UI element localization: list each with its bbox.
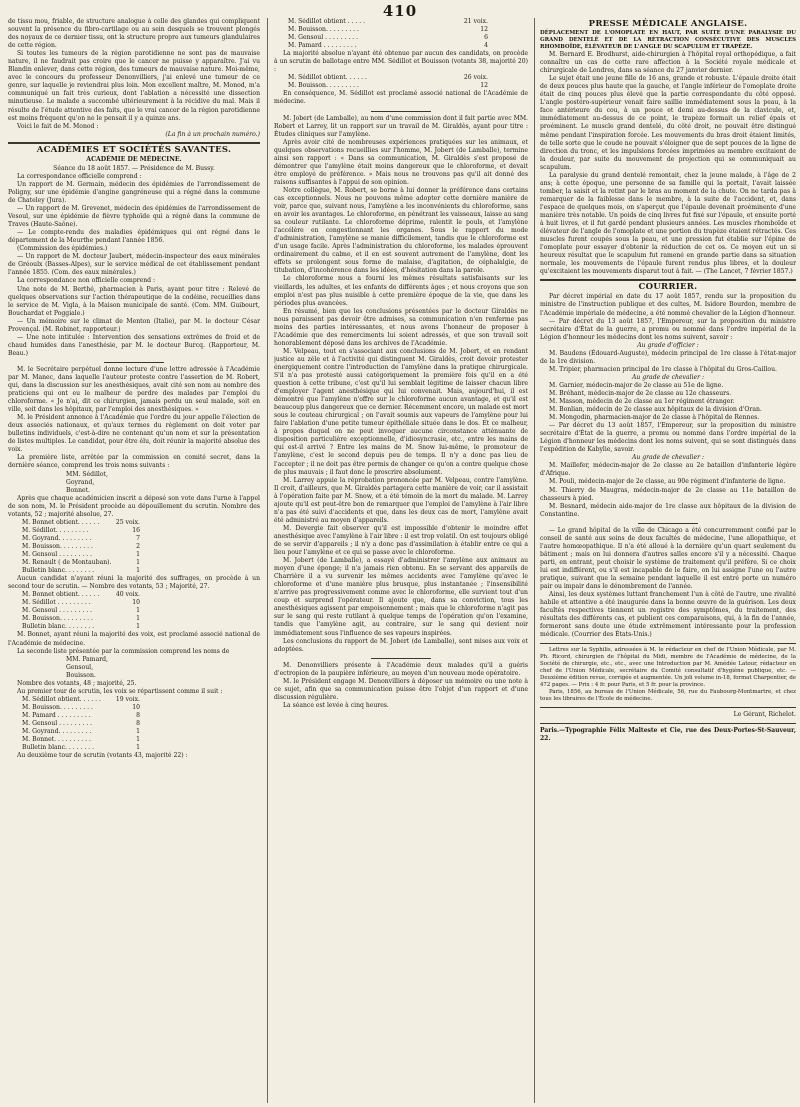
candidate-list-item: Gensoul,	[66, 663, 94, 671]
candidate-name: M. Bonnet obtient. . . . . .	[22, 591, 100, 599]
paragraph: La première liste, arrêtée par la commission en comité secret, dans la dernière séance, comprend les trois noms suivants :	[8, 454, 260, 470]
paragraph: La correspondance officielle comprend :	[17, 172, 142, 180]
separator	[540, 643, 796, 644]
vote-row	[274, 18, 528, 26]
vote-count: 1	[136, 615, 140, 623]
vote-count: 8	[136, 711, 140, 719]
section-title: PRESSE MÉDICALE ANGLAISE.	[588, 19, 748, 29]
candidate-name: M. Gensoul . . . . . . . . .	[22, 551, 93, 558]
section-rule	[540, 279, 796, 281]
paragraph: — Un mémoire sur le climat de Menton (Italie), par M. le docteur César Provençal. (M. Robinet, rapporteur.)	[8, 317, 260, 333]
paragraph: En conséquence, M. Sédillot est proclamé associé national de l'Académie de médecine.	[274, 90, 528, 106]
paragraph: Un rapport de M. Germain, médecin des épidémies de l'arrondissement de Poligny, sur une épidémie d'angine gangréneuse qui a régné dans la commune de Chateley (Jura).	[8, 180, 260, 204]
paragraph: M. Velpeau, tout en s'associant aux conclusions de M. Jobert, et en rendant justice au zèle et à l'activité qui distinguent M. Giraldès, croit devoir protester énergiquement contre l'introduction de l'amylène dans la pratique chirurgicale. S'il n'a pas protesté aussi catégoriquement la première fois qu'il en a été question à cette tribune, c'est qu'il lui semblait légitime de laisser chacun libre d'employer l'agent anesthésique qui lui convenait. Mais, aujourd'hui, il est démontré que l'amylène n'offre sur le chloroforme aucun avantage, et qu'il est beaucoup plus dangereux que ce dernier. Récemment encore, un malade est mort sous le couteau chirurgical ; on l'avait soumis aux vapeurs de l'amylène pour lui faire l'ablation d'une petite tumeur épithéliale située dans le dos. Et ce malheur, à propos duquel on ne peut invoquer aucune circonstance atténuante de disposition particulière exceptionnelle, d'idiosyncrasie, etc., entre les mains de qui est-il arrivé ? Entre les mains de M. Snow lui-même, le promoteur de l'amylène, c'est le second depuis peu de temps. Il n'y a donc pas lieu de l'accepter ; il ne doit pas être permis de changer ce qu'on a contre quelque chose de plus mauvais ; il faut donc le proscrire absolument.	[274, 347, 528, 476]
candidate-name: M. Gensoul . . . . . . . . .	[22, 719, 93, 727]
paragraph: M. Pouli, médecin-major de 2e classe, au 90e régiment d'infanterie de ligne.	[549, 478, 786, 486]
column-middle	[274, 18, 528, 1100]
candidate-name: M. Bouisson. . . . . . . . .	[22, 615, 93, 623]
paragraph: (Commission des épidémies.)	[17, 245, 108, 253]
vote-row	[8, 744, 260, 752]
paragraph: En résumé, bien que les conclusions présentées par le docteur Giraldès ne nous paraissent pas devoir être admises, sa communication n'en renferme pas moins des parties intéressantes, et nous avons l'honneur de proposer à l'Académie que des remerciments lui soient adressés, et que son travail soit honorablement déposé dans les archives de l'Académie.	[274, 307, 528, 347]
vote-count: 1	[136, 623, 140, 631]
candidate-name: M. Pamard . . . . . . . . .	[288, 42, 357, 50]
paragraph: M. Baudens (Édouard-Auguste), médecin principal de 1re classe à l'état-major de la 1re division.	[540, 349, 796, 365]
vote-row	[8, 551, 260, 559]
paragraph: M. Maillefer, médecin-major de 2e classe au 2e bataillon d'infanterie légère d'Afrique.	[540, 462, 796, 478]
courrier-title: COURRIER.	[638, 282, 698, 293]
paragraph: M. Masson, médecin de 2e classe au 1er régiment étranger.	[549, 398, 735, 406]
candidate-name: M. Sédillot. . . . . . . . .	[22, 526, 89, 534]
vote-row	[8, 615, 260, 623]
vote-count: 4	[484, 42, 488, 50]
vote-row	[8, 535, 260, 543]
paragraph: La seconde liste présentée par la commission comprend les noms de	[17, 647, 230, 655]
rank-heading: Au grade de chevalier :	[631, 373, 705, 381]
candidate-list-item: MM. Sédillot,	[66, 470, 108, 478]
paragraph: — Le grand hôpital de la ville de Chicago a été concurremment confié par le conseil de santé aux soins de deux facultés de médecine, l'une allopathique, et l'autre homœopathique. Il n'a été alloué à la dernière qu'un quart seulement du bâtiment ; mais on lui donnera d'autres salles encore s'il y a nécessité. Chaque parti, en entrant, peut choisir le système de traitement qu'il préfère. Si ce choix lui est indifférent, ou s'il est incapable de le faire, on lui assigne l'une ou l'autre pratique, suivant que la semaine pendant laquelle il est entré porte un numéro pair ou impair dans le dénombrement de l'année.	[540, 526, 796, 591]
page-number: 410	[382, 2, 418, 20]
vote-row	[274, 74, 528, 82]
vote-count: 10	[132, 599, 140, 607]
vote-row	[8, 599, 260, 607]
paragraph: M. Jobert (de Lamballe), au nom d'une commission dont il fait partie avec MM. Robert et Larrey, lit un rapport sur un travail de M. Giraldès, ayant pour titre : Études cliniques sur l'amylène.	[274, 114, 528, 138]
vote-count: 2	[136, 542, 140, 550]
vote-count: 1	[136, 744, 140, 752]
paragraph: Aucun candidat n'ayant réuni la majorité des suffrages, on procède à un second tour de scrutin. — Nombre des votants, 53 ; Majorité, 27.	[8, 575, 260, 591]
section-title: ACADÉMIES ET SOCIÉTÉS SAVANTES.	[36, 144, 232, 155]
paragraph: M. Garnier, médecin-major de 2e classe au 51e de ligne.	[549, 381, 724, 389]
vote-row	[274, 82, 528, 90]
continued-note: (La fin à un prochain numéro.)	[165, 130, 260, 138]
paragraph: Par décret impérial en date du 17 août 1857, rendu sur la proposition du ministre de l'instruction publique et des cultes, M. Isidore Bourdon, membre de l'Académie impériale de médecine, a été nommé chevalier de la Légion d'honneur.	[540, 293, 796, 317]
session-line: Séance du 18 août 1857. — Présidence de M. Bussy.	[53, 164, 215, 172]
vote-count: 19 voix.	[115, 695, 140, 703]
column-rule-right	[534, 18, 535, 1103]
candidate-name: M. Bonnet obtient. . . . . .	[22, 518, 100, 526]
vote-count: 1	[136, 736, 140, 744]
paragraph: — Une note intitulée : Intervention des sensations extrêmes de froid et de chaud humides dans l'anesthésie, par M. le docteur Burcq. (Rapporteur, M. Beau.)	[8, 333, 260, 357]
rank-heading: Au grade d'officier :	[637, 341, 699, 349]
paragraph: — Le compte-rendu des maladies épidémiques qui ont régné dans le département de la Meurthe pendant l'année 1856.	[8, 229, 260, 245]
vote-row	[8, 559, 260, 567]
paragraph: — Un rapport de M. docteur Jaubert, médecin-inspecteur des eaux minérales de Gréoulx (Basses-Alpes), sur le service médical de cet établissement pendant l'année 1855. (Com. des eaux minérales.)	[8, 253, 260, 277]
paragraph: M. le Président annonce à l'Académie que l'ordre du jour appelle l'élection de deux associés nationaux, et qu'aux termes du règlement on doit voter par bulletins individuels, c'est-à-dire ne contenant qu'un nom et sur la présentation de listes multiples. Le candidat, pour être élu, doit réunir la majorité absolue des voix.	[8, 414, 260, 454]
vote-count: 8	[136, 719, 140, 727]
vote-count: 1	[136, 567, 140, 575]
paragraph: Voici le fait de M. Monod :	[17, 122, 99, 130]
vote-row	[8, 519, 260, 527]
academy-title: ACADÉMIE DE MÉDECINE.	[86, 155, 182, 163]
vote-count: 6	[484, 34, 488, 42]
candidate-name: M. Gensoul . . . . . . . . .	[288, 34, 359, 42]
candidate-list-item: MM. Pamard,	[66, 655, 108, 663]
candidate-name: M. Bouisson. . . . . . . . .	[22, 542, 93, 550]
vote-row	[274, 34, 528, 42]
candidate-name: M. Sédillot . . . . . . . . .	[22, 599, 91, 607]
vote-count: 7	[136, 534, 140, 542]
paragraph: Au premier tour de scrutin, les voix se répartissent comme il suit :	[17, 687, 223, 695]
candidate-name: Bulletin blanc. . . . . . . .	[22, 623, 95, 631]
candidate-list-item: Bouisson.	[66, 671, 96, 679]
candidate-name: M. Renault ( de Montauban).	[22, 559, 112, 567]
vote-count: 1	[136, 607, 140, 615]
paragraph: Après avoir cité de nombreuses expériences pratiquées sur les animaux, et quelques observations recueillies sur l'homme, M. Jobert (de Lamballe), termine ainsi son rapport : « Dans sa communication, M. Giraldès s'est proposé de démontrer que l'amylène était moins dangereux que le chloroforme, et devait être employé de préférence. » Mais nous ne trouvons pas qu'il ait donné des raisons suffisantes à l'appui de son opinion.	[274, 138, 528, 186]
vote-count: 12	[480, 82, 488, 90]
vote-count: 21 voix.	[463, 18, 488, 25]
vote-row	[8, 623, 260, 631]
paragraph: M. Bréhant, médecin-major de 2e classe au 12e chasseurs.	[549, 389, 732, 397]
candidate-name: M. Bouisson. . . . . . . . .	[288, 26, 359, 34]
paragraph: de tissu mou, friable, de structure analogue à celle des glandes qui compliquent souvent la présence du fibro-cartilage ou au sein desquels se trouvent plongés des noyaux de ce dernier tissu, ont la structure propre aux tumeurs glandulaires de cette région.	[8, 18, 260, 50]
separator	[371, 658, 431, 659]
vote-row	[274, 42, 528, 50]
paragraph: Après que chaque académicien inscrit a déposé son vote dans l'urne à l'appel de son nom, M. le Président procède au dépouillement du scrutin. Nombre des votants, 52 ; majorité absolue, 27.	[8, 494, 260, 518]
vote-row	[274, 26, 528, 34]
imprint-line: Paris.—Typographie Félix Malteste et Cie, rue des Deux-Portes-St-Sauveur, 22.	[540, 727, 796, 743]
vote-row	[8, 567, 260, 575]
paragraph: M. Devergie fait observer qu'il est impossible d'obtenir le moindre effet anesthésique avec l'amylène à l'air libre : il est trop volatil. On est toujours obligé de se servir d'appareils ; il n'y a donc pas d'assimilation à établir entre ce qui a lieu pour l'amylène et ce qui se passe avec le chloroforme.	[274, 524, 528, 557]
candidate-name: Bulletin blanc. . . . . . . .	[22, 567, 95, 575]
vote-count: 25 voix.	[115, 518, 140, 526]
rank-heading: Au grade de chevalier :	[631, 454, 705, 462]
advertisement: Lettres sur la Syphilis, adressées à M. le rédacteur en chef de l'Union Médicale, par M. Ph. Ricord, chirurgien de l'hôpital du Midi, membre de l'Académie de médecine, de la Société de chirurgie, etc., etc., avec une Introduction par M. Amédée Latour, rédacteur en chef de l'Union Médicale, secrétaire du Comité consultatif d'hygiène publique, etc. — Deuxième édition revue, corrigée et augmentée. Un joli volume in-18, format Charpentier, de 472 pages. — Prix : 4 fr. pour Paris, et 5 fr. pour la province.	[540, 647, 796, 689]
paragraph: La paralysie du grand dentelé remontait, chez la jeune malade, à l'âge de 2 ans; à cette époque, une personne de sa famille qui la portait, l'avait laissée tomber, la saisit et la retint par le bras au moment de la chute. On ne tarda pas à remarquer de la faiblesse dans le membre, à la suite de l'accident, et, dans l'espace de quelques mois, on s'aperçut que l'épaule devenait proéminente d'une manière très notable. Un poids de cinq livres fut fixé sur l'épaule, et ensuite porté à huit livres, et il fut gardé pendant plusieurs années. Les muscles rhomboïde et élévateur de l'angle de l'omoplate et une portion du trapèze étaient rétractés. Ces muscles furent coupés sous la peau, et une pression fut établie sur l'épine de l'omoplate pour essayer d'obtenir la réduction de cet os. Ce moyen eut un si heureux résultat que le scapulum fut ramené en grande partie dans sa situation normale, les mouvements de l'épaule furent rendus plus libres, et la douleur qu'excitaient les mouvements disparut tout à fait. — (The Lancet, 7 février 1857.)	[540, 171, 796, 276]
vote-row	[8, 696, 260, 704]
candidate-name: M. Gensoul . . . . . . . . .	[22, 607, 93, 615]
vote-row	[8, 591, 260, 599]
vote-row	[8, 736, 260, 744]
vote-row	[8, 720, 260, 728]
separator	[540, 723, 796, 724]
paragraph: M. Bonnet, ayant réuni la majorité des voix, est proclamé associé national de l'Académie de médecine.	[8, 631, 260, 647]
section-rule	[8, 142, 260, 144]
paragraph: Si toutes les tumeurs de la région parotidienne ne sont pas de mauvaise nature, il ne faudrait pas croire que le cancer ne puisse y apparaître. J'ai vu Blandin enlever, dans cette région, des tumeurs de mauvaise nature. Moi-même, avec le concours du professeur Denonvilliers, j'ai enlevé une tumeur de ce genre, sur laquelle je reviendrai plus loin. Mon excellent maître, M. Monod, m'a communiqué un fait très curieux, dont l'ablation a nécessité une dissection minutieuse. Le malade a succombé ultérieurement à la récidive du mal. Mais il résulte de l'étude attentive des faits, que le vrai cancer de la région parotidienne est moins fréquent qu'on ne le pensait il y a quinze ans.	[8, 50, 260, 122]
vote-count: 12	[480, 26, 488, 34]
candidate-name: M. Bonnet. . . . . . . . . .	[22, 736, 91, 744]
column-left	[8, 18, 260, 1100]
paragraph: M. le Président engage M. Denonvilliers à déposer un mémoire ou une note à ce sujet, afin que sa communication puisse être l'objet d'un rapport et d'une discussion régulière.	[274, 677, 528, 701]
paragraph: M. Larrey appuie la réprobation prononcée par M. Velpeau, contre l'amylène. Il croit, d'ailleurs, que M. Giraldès partagera cette manière de voir, car il assistait à l'opération faite par M. Snow, et a été témoin de la mort du malade. M. Larrey ajoute qu'il est peut-être bon de remarquer que l'emploi de l'amylène à l'air libre n'a pas été suivi d'accidents et que, dans les deux cas de mort, l'amylène avait été administré au moyen d'appareils.	[274, 476, 528, 524]
article-title: DÉPLACEMENT DE L'OMOPLATE EN HAUT, PAR SUITE D'UNE PARALYSIE DU GRAND DENTELÉ ET DE LA RÉTRACTION CONSÉCUTIVE DES MUSCLES RHOMBOÏDE, ÉLÉVATEUR DE L'ANGLE DU SCAPULUM ET TRAPÈZE.	[540, 30, 796, 51]
candidate-name: M. Goyrand. . . . . . . . .	[22, 534, 92, 542]
vote-row	[8, 704, 260, 712]
paragraph: La correspondance non officielle comprend :	[17, 277, 156, 285]
paragraph: — Par décret du 13 août 1857, l'Empereur, sur la proposition du ministre secrétaire d'État de la guerre, a promu ou nommé dans l'ordre impérial de la Légion d'honneur les médecins dont les noms suivent, savoir :	[540, 317, 796, 341]
vote-count: 1	[136, 551, 140, 558]
candidate-name: M. Sédillot obtient . . . . .	[288, 18, 366, 25]
gerant-line: Le Gérant, Richelot.	[733, 711, 796, 719]
vote-count: 1	[136, 559, 140, 567]
paragraph: M. le Secrétaire perpétuel donne lecture d'une lettre adressée à l'Académie par M. Manec, dans laquelle l'auteur proteste contre l'assertion de M. Robert, qui, dans la discussion sur les anesthésiques, avait cité son nom au nombre des praticiens qui ont eu le malheur de perdre des malades par l'emploi du chloroforme. « Je n'ai, dit ce chirurgien, jamais perdu un seul malade, soit en ville, soit dans les hôpitaux, par l'emploi des anesthésiques. »	[8, 365, 260, 414]
paragraph: M. Denonvilliers présente à l'Académie deux malades qu'il a guéris d'ectropion de la paupière inférieure, au moyen d'un nouveau mode opératoire.	[274, 661, 528, 677]
candidate-name: M. Pamard . . . . . . . . .	[22, 711, 91, 719]
candidate-name: M. Bouisson. . . . . . . . .	[288, 82, 359, 90]
candidate-name: M. Bouisson. . . . . . . . .	[22, 703, 93, 711]
candidate-list-item: Goyrand,	[66, 478, 95, 486]
candidate-name: Bulletin blanc. . . . . . . .	[22, 744, 95, 752]
vote-count: 26 voix.	[463, 74, 488, 82]
separator	[104, 362, 164, 363]
paragraph: M. Tripier, pharmacien principal de 1re classe à l'hôpital du Gros-Caillou.	[549, 365, 777, 373]
paragraph: Le chloroforme nous a fourni les mêmes résultats satisfaisants sur les vieillards, les adultes, et les enfants de différents âges ; et nous croyons que son emploi n'est pas plus nuisible à cette première époque de la vie, que dans les périodes plus avancées.	[274, 275, 528, 307]
paragraph: La séance est levée à cinq heures.	[283, 701, 389, 709]
vote-count: 40 voix.	[115, 591, 140, 599]
vote-row	[8, 527, 260, 535]
vote-row	[8, 607, 260, 615]
paragraph: — Par décret du 13 août 1857, l'Empereur, sur la proposition du ministre secrétaire d'État de la guerre, a promu ou nommé dans l'ordre impérial de la Légion d'honneur les médecins dont les noms suivent, qui se sont distingués dans l'expédition de Kabylie, savoir.	[540, 422, 796, 454]
separator	[540, 707, 796, 708]
paragraph: — Un rapport de M. Grevenet, médecin des épidémies de l'arrondissement de Vesoul, sur une épidémie de fièvre typhoïde qui a régné dans la commune de Traves (Haute-Saône).	[8, 205, 260, 229]
candidate-name: M. Sédillot obtient. . . . . .	[288, 74, 367, 82]
column-right	[540, 18, 796, 1100]
paragraph: Nombre des votants, 48 ; majorité, 25.	[17, 679, 137, 687]
advertisement-address: Paris, 1856, au bureau de l'Union Médicale, 56, rue du Faubourg-Montmartre, et chez tous les libraires de l'École de médecine.	[540, 689, 796, 703]
vote-row	[8, 712, 260, 720]
paragraph: M. Mongodin, pharmacien-major de 2e classe à l'hôpital de Rennes.	[549, 414, 760, 422]
separator	[371, 111, 431, 112]
paragraph: Les conclusions du rapport de M. Jobert (de Lamballe), sont mises aux voix et adoptées.	[274, 637, 528, 653]
vote-row	[8, 728, 260, 736]
column-rule-left	[267, 18, 268, 1103]
paragraph: Notre collègue, M. Robert, se borne à lui donner la préférence dans certains cas exceptionnels. Nous ne pouvons même adopter cette dernière manière de voir, parce que, suivant nous, l'amylène a les inconvénients du chloroforme, sans en avoir les avantages. Le chloroforme, en pénétrant les vaisseaux, laisse au sang sa couleur rutilante. Le chloroforme déprime, ralentit le pouls, et l'amylène l'accélère en congestionnant les organes. Sous le rapport du mode d'administration, l'amylène se manie difficilement, tandis que le chloroforme est d'un usage facile. Après l'administration du chloroforme, les malades éprouvent ordinairement du calme, et il en est souvent autrement de l'amylène, dont les effets se prolongent sous forme de malaise, d'agitation, de céphalalgie, de titubation, d'incohérence dans les idées, d'hésitation dans la parole.	[274, 186, 528, 275]
paragraph: M. Besnard, médecin aide-major de 1re classe aux hôpitaux de la division de Constantine.	[540, 502, 796, 518]
vote-count: 16	[132, 526, 140, 534]
paragraph: Ainsi, les deux systèmes luttant franchement l'un à côté de l'autre, une rivalité habile et attentive a été inaugurée dans la bonne œuvre de la guérison. Les deux facultés respectives tiennent un registre des symptômes, du traitement, des résultats des différents cas, et publient ces comparaisons, qui, à la fin de l'année, formeront sans doute une étude extrêmement intéressante pour la profession médicale. (Courrier des États-Unis.)	[540, 591, 796, 639]
paragraph: La majorité absolue n'ayant été obtenue par aucun des candidats, on procède à un scrutin de ballotage entre MM. Sédillot et Bouisson (votants 38, majorité 20) :	[274, 50, 528, 74]
paragraph: M. Bonlian, médecin de 2e classe aux hôpitaux de la division d'Oran.	[549, 406, 762, 414]
candidate-list-item: Bonnet.	[66, 486, 90, 494]
paragraph: Une note de M. Berthé, pharmacien à Paris, ayant pour titre : Relevé de quelques observations sur l'action thérapeutique de la codéine, recueillies dans le service de M. Vigla, à la Maison municipale de santé. (Com. MM. Guibourt, Bouchardat et Poggiale.)	[8, 285, 260, 317]
paragraph: M. Bernard E. Brodhurst, aide-chirurgien à l'hôpital royal orthopédique, a fait connaître un cas de cette rare affection à la Société royale médicale et chirurgicale de Londres, dans sa séance du 27 janvier dernier.	[540, 51, 796, 75]
candidate-name: M. Goyrand. . . . . . . . .	[22, 728, 92, 736]
separator	[638, 523, 698, 524]
paragraph: M. Jobert (de Lamballe), a essayé d'administrer l'amylène aux animaux au moyen d'une éponge; il n'a jamais rien obtenu. En se servant des appareils de Charrière il a vu survenir les mêmes accidents avec l'amylène qu'avec le chloroforme et d'une manière plus brusque, plus instantanée ; l'insensibilité n'arrive pas progressivement comme avec le chloroforme, elle survient tout d'un coup et surprend l'opérateur. Il ajoute que, dans sa conviction, tous les anesthésiques agissent par empoisonnement ; mais que le chloroforme n'agit pas sur le sang qui reste rutilant à quelque temps de l'opération qu'on l'examine, tandis que l'amylène agit, au contraire, sur le sang qui devient noir immédiatement sous l'influence de ses vapeurs inspirées.	[274, 557, 528, 637]
vote-count: 1	[136, 728, 140, 736]
candidate-name: M. Sédillot obtient. . . . . .	[22, 695, 101, 703]
paragraph: Le sujet était une jeune fille de 16 ans, grande et robuste. L'épaule droite était de deux pouces plus haute que la gauche, et l'angle inférieur de l'omoplate droite était de cinq pouces plus élevé que la partie correspondante du côté opposé. L'angle postéro-supérieur venait faire saillie immédiatement sous la peau, à la face antérieure du cou, à un pouce et demi au-dessus de la clavicule, et, immédiatement au-dessus de ce point, le trapèze formait un relief épais et proéminent. Le muscle grand dentelé, du côté droit, ne pouvait être distingué même pendant l'inspiration forcée. Les mouvements du bras droit étaient limités, de telle sorte que le coude ne pouvait s'éloigner que de sept pouces de la ligne de direction du tronc, et les impulsions forcées imprimées au membre excitaient de la douleur, par suite du mouvement de projection qui se communiquait au scapulum.	[540, 75, 796, 171]
paragraph: M. Thierry de Maugras, médecin-major de 2e classe au 11e bataillon de chasseurs à pied.	[540, 486, 796, 502]
vote-count: 10	[132, 703, 140, 711]
paragraph: Au deuxième tour de scrutin (votants 43, majorité 22) :	[17, 752, 188, 760]
vote-row	[8, 543, 260, 551]
